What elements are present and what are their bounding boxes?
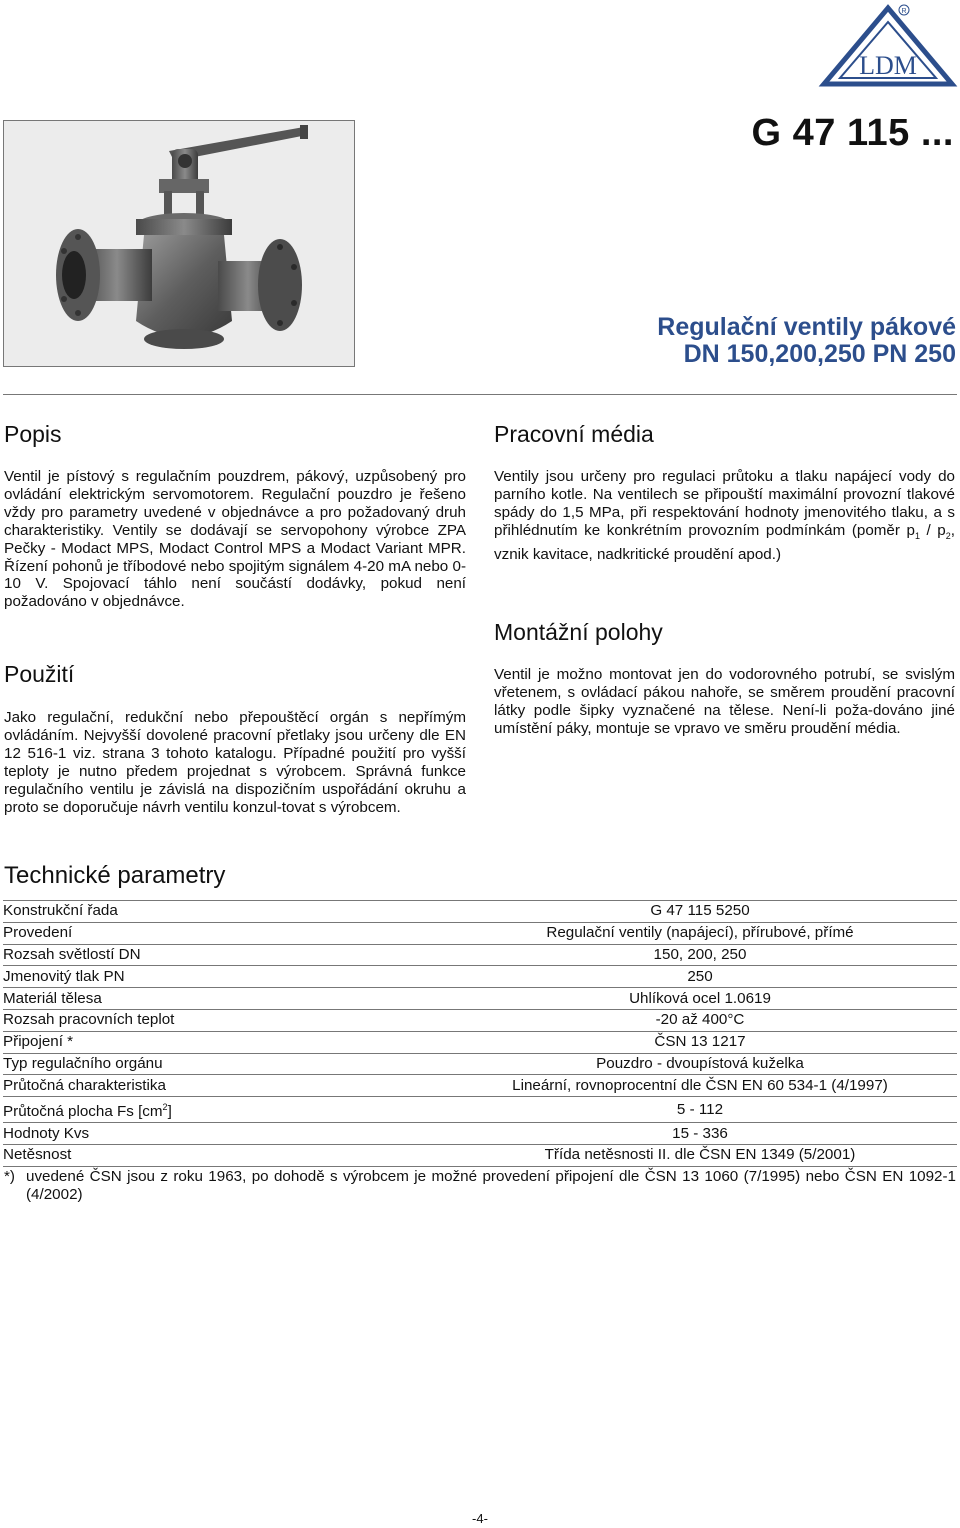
table-row (3, 901, 957, 923)
pouziti-heading: Použití (4, 661, 75, 687)
footnote-mark: *) (4, 1168, 15, 1185)
ldm-logo (818, 2, 958, 88)
param-label: Jmenovitý tlak PN (3, 966, 303, 988)
table-row (3, 1123, 957, 1145)
logo-text: LDM (859, 51, 917, 80)
table-row (3, 922, 957, 944)
footnote (4, 1168, 956, 1203)
param-value: 250 (303, 966, 957, 988)
table-row (3, 944, 957, 966)
param-value: 150, 200, 250 (303, 944, 957, 966)
table-row (3, 1031, 957, 1053)
svg-text:R: R (901, 8, 907, 15)
param-label: Typ regulačního orgánu (3, 1053, 303, 1075)
table-row (3, 1097, 957, 1123)
pouziti-text: Jako regulační, redukční nebo přepouštěcí orgán s nepřímým ovládáním. Nejvyšší dovolené pracovní přetlaky jsou určeny dle EN 12 516-1 viz. strana 3 tohoto katalogu. Případné použití pro vyšší teploty je nutno předem projednat s výrobcem. Správná funkce regulačního ventilu je závislá na dispozičním uspořádání okruhu a proto se doporučuje návrh ventilu konzul-tovat s výrobcem. (4, 709, 466, 816)
valve-illustration (4, 121, 354, 366)
param-value: Regulační ventily (napájecí), přírubové, přímé (303, 922, 957, 944)
divider (3, 394, 957, 395)
table-row (3, 1075, 957, 1097)
pracovni-media-text: Ventily jsou určeny pro regulaci průtoku a tlaku napájecí vody do parního kotle. Na ventilech se připouští maximální provozní tlakové spády do 1,5 MPa, při respektování hodnoty jmenovitého tlaku, a s přihlédnutím ke konkrétním provozním podmínkám (poměr $p_1 / p_2$, vznik kavitace, nadkritické proudění apod.) (494, 468, 955, 563)
param-value: Lineární, rovnoprocentní dle ČSN EN 60 534-1 (4/1997) (303, 1075, 957, 1097)
param-value: G 47 115 5250 (303, 901, 957, 923)
title-line-1: Regulační ventily pákové (657, 313, 956, 341)
popis-heading: Popis (4, 421, 62, 447)
param-value: Uhlíková ocel 1.0619 (303, 988, 957, 1010)
param-label: Netěsnost (3, 1145, 303, 1167)
table-row (3, 966, 957, 988)
param-label: Materiál tělesa (3, 988, 303, 1010)
param-label: Rozsah světlostí DN (3, 944, 303, 966)
technicke-parametry-heading: Technické parametry (4, 862, 226, 889)
table-row (3, 1145, 957, 1167)
param-value: Třída netěsnosti II. dle ČSN EN 1349 (5/2001) (303, 1145, 957, 1167)
popis-text: Ventil je pístový s regulačním pouzdrem, pákový, uzpůsobený pro ovládání elektrickým servomotorem. Regulační pouzdro je řešeno vždy pro parametry uvedené v objednávce a pro požadovaný druh charakteristiky. Ventily se dodávají se servopohony výrobce ZPA Pečky - Modact MPS, Modact Control MPS a Modact Variant MPR. Řízení pohonů je tříbodové nebo spojitým signálem 4-20 mA nebo 0-10 V. Spojovací táhlo není součástí dodávky, pokud není požadováno v objednávce. (4, 468, 466, 611)
main-title (657, 314, 956, 368)
table-row (3, 1053, 957, 1075)
technicke-parametry-table (3, 900, 957, 1167)
param-label: Provedení (3, 922, 303, 944)
footnote-text: uvedené ČSN jsou z roku 1963, po dohodě s výrobcem je možné provedení připojení dle ČSN 13 1060 (7/1995) nebo ČSN EN 1092-1 (4/2002) (26, 1168, 956, 1203)
product-photo (3, 120, 355, 367)
param-value: ČSN 13 1217 (303, 1031, 957, 1053)
param-label: Konstrukční řada (3, 901, 303, 923)
table-row (3, 988, 957, 1010)
param-label: Hodnoty Kvs (3, 1123, 303, 1145)
param-label: Rozsah pracovních teplot (3, 1009, 303, 1031)
param-label: Připojení * (3, 1031, 303, 1053)
pracovni-media-heading: Pracovní média (494, 421, 654, 447)
param-label: Průtočná charakteristika (3, 1075, 303, 1097)
montazni-polohy-heading: Montážní polohy (494, 619, 663, 645)
param-label: Průtočná plocha Fs $[cm^2]$ (3, 1097, 303, 1123)
table-row (3, 1009, 957, 1031)
title-line-2: DN 150,200,250 PN 250 (683, 340, 956, 368)
param-value: -20 až 400°C (303, 1009, 957, 1031)
param-value: Pouzdro - dvoupístová kuželka (303, 1053, 957, 1075)
param-value: 15 - 336 (303, 1123, 957, 1145)
product-code-title: G 47 115 ... (751, 112, 954, 154)
montazni-polohy-text: Ventil je možno montovat jen do vodorovného potrubí, se svislým vřetenem, s ovládací pákou nahoře, se směrem proudění pracovní látky podle šipky vyznačené na tělese. Není-li poža-dováno jiné umístění páky, montuje se vpravo ve směru proudění média. (494, 666, 955, 737)
param-value: 5 - 112 (303, 1097, 957, 1123)
page-number: -4- (472, 1511, 488, 1526)
